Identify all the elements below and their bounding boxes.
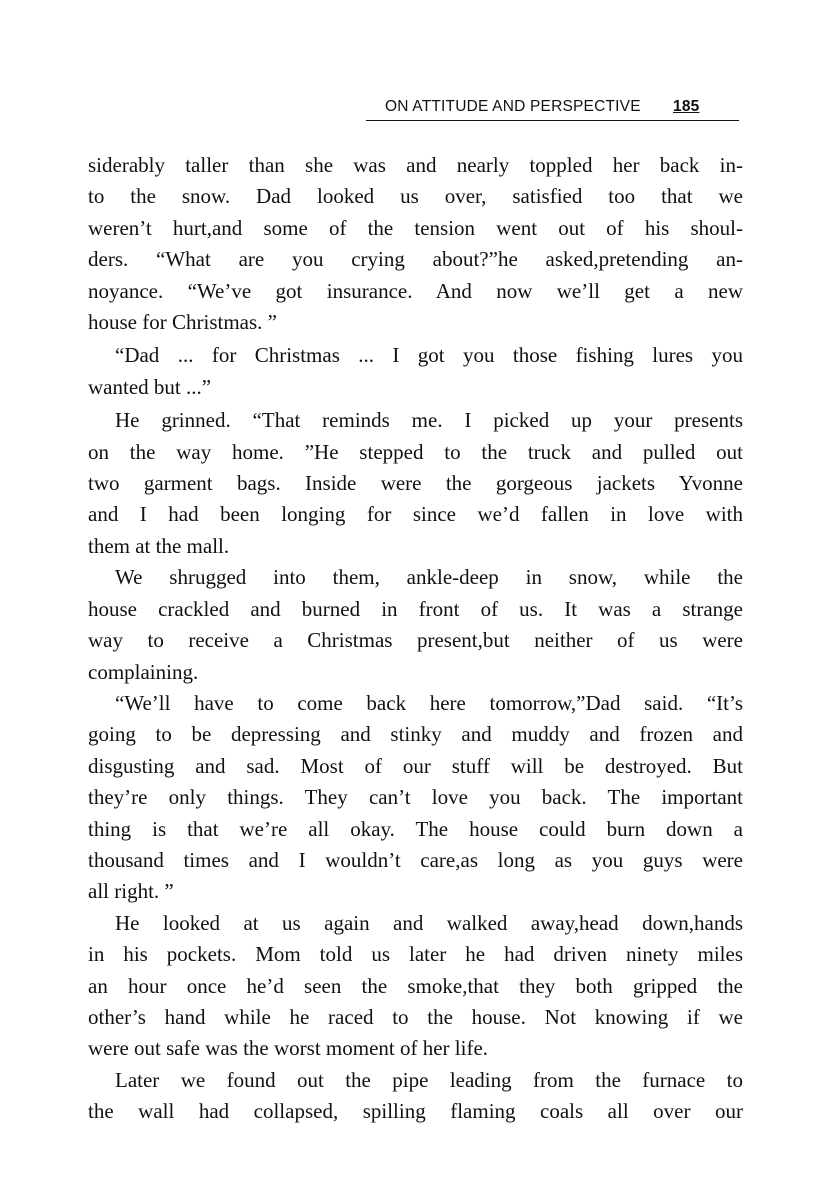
text-line: “Dad ... for Christmas ... I got you those fishing lures you xyxy=(115,343,743,368)
text-line: going to be depressing and stinky and muddy and frozen and xyxy=(88,722,743,747)
text-line: ders. “What are you crying about?”he asked,pretending an- xyxy=(88,247,743,272)
paragraph xyxy=(88,688,743,908)
text-line: house for Christmas. ” xyxy=(88,310,277,335)
text-line: complaining. xyxy=(88,659,199,684)
text-line: on the way home. ”He stepped to the truck and pulled out xyxy=(88,439,743,464)
paragraph xyxy=(88,340,743,403)
text-line: and I had been longing for since we’d fallen in love with xyxy=(88,502,743,527)
text-line: the wall had collapsed, spilling flaming coals all over our xyxy=(88,1099,743,1124)
text-line: house crackled and burned in front of us. It was a strange xyxy=(88,596,743,621)
text-line: He looked at us again and walked away,head down,hands xyxy=(115,910,743,935)
running-head-title: ON ATTITUDE AND PERSPECTIVE xyxy=(385,98,641,115)
text-line: “We’ll have to come back here tomorrow,”Dad said. “It’s xyxy=(115,690,743,715)
text-line: two garment bags. Inside were the gorgeous jackets Yvonne xyxy=(88,471,743,496)
text-line: He grinned. “That reminds me. I picked up your presents xyxy=(115,408,743,433)
text-line: all right. ” xyxy=(88,879,174,904)
text-line: them at the mall. xyxy=(88,533,230,558)
paragraph xyxy=(88,405,743,562)
text-line: were out safe was the worst moment of her life. xyxy=(88,1036,489,1061)
text-line: siderably taller than she was and nearly toppled her back in- xyxy=(88,153,743,177)
text-line: wanted but ...” xyxy=(88,374,212,399)
paragraph xyxy=(88,1065,743,1128)
page-number: 185 xyxy=(673,98,700,115)
paragraph xyxy=(88,562,743,688)
text-line: an hour once he’d seen the smoke,that they both gripped the xyxy=(88,973,743,998)
text-line: other’s hand while he raced to the house. Not knowing if we xyxy=(88,1004,743,1029)
text-line: We shrugged into them, ankle-deep in snow, while the xyxy=(115,565,743,590)
text-line: in his pockets. Mom told us later he had driven ninety miles xyxy=(88,942,743,967)
text-line: noyance. “We’ve got insurance. And now we’ll get a new xyxy=(88,278,743,303)
text-line: thing is that we’re all okay. The house could burn down a xyxy=(88,816,743,841)
text-line: Later we found out the pipe leading from the furnace to xyxy=(115,1067,743,1092)
running-head xyxy=(366,96,739,121)
text-line: they’re only things. They can’t love you back. The important xyxy=(88,785,743,810)
body-text xyxy=(88,150,743,1128)
paragraph xyxy=(88,150,743,338)
text-line: disgusting and sad. Most of our stuff will be destroyed. But xyxy=(88,753,743,778)
text-line: way to receive a Christmas present,but neither of us were xyxy=(88,628,743,653)
text-line: weren’t hurt,and some of the tension went out of his shoul- xyxy=(88,215,743,240)
paragraph xyxy=(88,908,743,1065)
text-line: to the snow. Dad looked us over, satisfied too that we xyxy=(88,184,743,209)
text-line: thousand times and I wouldn’t care,as long as you guys were xyxy=(88,847,743,872)
